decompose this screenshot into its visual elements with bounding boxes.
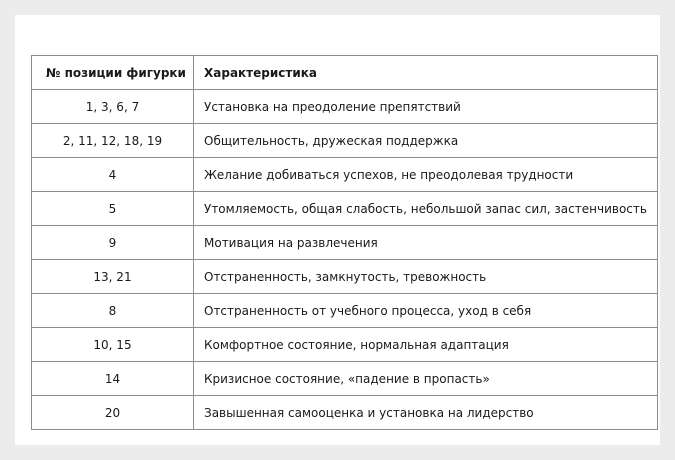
cell-position: 5 bbox=[32, 192, 194, 226]
cell-characteristic: Желание добиваться успехов, не преодолевая трудности bbox=[194, 158, 658, 192]
cell-position: 13, 21 bbox=[32, 260, 194, 294]
table-row bbox=[32, 192, 658, 226]
cell-characteristic: Завышенная самооценка и установка на лидерство bbox=[194, 396, 658, 430]
cell-position: 9 bbox=[32, 226, 194, 260]
table-row bbox=[32, 124, 658, 158]
cell-characteristic: Кризисное состояние, «падение в пропасть» bbox=[194, 362, 658, 396]
cell-position: 14 bbox=[32, 362, 194, 396]
cell-characteristic: Отстраненность от учебного процесса, уход в себя bbox=[194, 294, 658, 328]
cell-position: 2, 11, 12, 18, 19 bbox=[32, 124, 194, 158]
cell-characteristic: Установка на преодоление препятствий bbox=[194, 90, 658, 124]
document-card bbox=[15, 15, 660, 445]
column-header-position: № позиции фигурки bbox=[32, 56, 194, 90]
cell-characteristic: Комфортное состояние, нормальная адаптация bbox=[194, 328, 658, 362]
table-row bbox=[32, 362, 658, 396]
table-row bbox=[32, 226, 658, 260]
table-row bbox=[32, 90, 658, 124]
table-header-row bbox=[32, 56, 658, 90]
table-row bbox=[32, 396, 658, 430]
table-row bbox=[32, 158, 658, 192]
cell-position: 10, 15 bbox=[32, 328, 194, 362]
cell-characteristic: Мотивация на развлечения bbox=[194, 226, 658, 260]
table-row bbox=[32, 260, 658, 294]
cell-position: 1, 3, 6, 7 bbox=[32, 90, 194, 124]
cell-position: 20 bbox=[32, 396, 194, 430]
cell-characteristic: Утомляемость, общая слабость, небольшой запас сил, застенчивость bbox=[194, 192, 658, 226]
cell-position: 4 bbox=[32, 158, 194, 192]
column-header-characteristic: Характеристика bbox=[194, 56, 658, 90]
cell-characteristic: Отстраненность, замкнутость, тревожность bbox=[194, 260, 658, 294]
cell-characteristic: Общительность, дружеская поддержка bbox=[194, 124, 658, 158]
cell-position: 8 bbox=[32, 294, 194, 328]
table-row bbox=[32, 328, 658, 362]
characteristics-table bbox=[31, 55, 658, 430]
table-row bbox=[32, 294, 658, 328]
